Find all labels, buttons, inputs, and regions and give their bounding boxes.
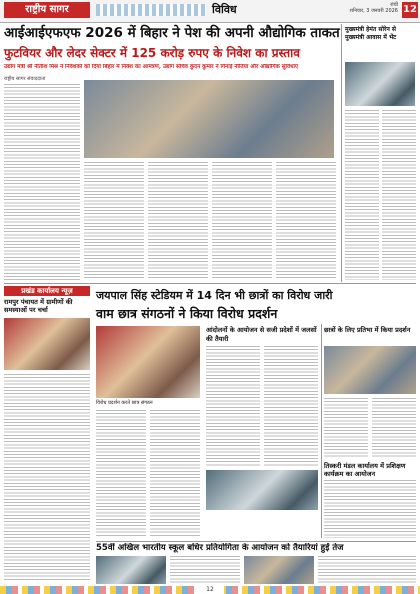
story4-column-1 (206, 346, 260, 466)
story6-photo-2 (244, 556, 314, 584)
lead-column-2 (84, 162, 144, 280)
sidebar-column-2 (382, 110, 416, 280)
newspaper-logo: राष्ट्रीय सागर (4, 2, 90, 18)
story2-column-1 (96, 410, 146, 538)
story5-subhead: तिस्करी मंडल कार्यालय में प्रशिक्षण कार्यक्रम का आयोजन (324, 462, 406, 478)
footer-folio: 12 (196, 586, 224, 594)
sidebar-photo (345, 62, 415, 106)
story6-column-2 (318, 556, 416, 584)
sidebar-column-1 (345, 110, 379, 280)
brief-photo (4, 318, 90, 370)
lead-headline-line2: फुटवियर और लेदर सेक्टर में 125 करोड़ रुपए के निवेश का प्रस्ताव (4, 46, 300, 60)
story6-photo (96, 556, 166, 584)
story2-photo-caption: विरोध प्रदर्शन करते छात्र संगठन (96, 400, 153, 406)
city: रांची (390, 2, 398, 8)
section-name: विविध (212, 3, 237, 16)
story6-divider (96, 541, 416, 542)
lead-column-1 (4, 84, 80, 280)
story2-column-2 (150, 410, 200, 538)
page-number: 12 (402, 2, 418, 18)
lead-column-3 (148, 162, 208, 280)
story3-photo (324, 346, 416, 394)
lead-column-5 (276, 162, 336, 280)
story2-headline-line1: जयपाल सिंह स्टेडियम में 14 दिन भी छात्रों का विरोध जारी (96, 289, 333, 302)
section-divider (4, 283, 416, 284)
lead-headline-line1: आईआईएफएफ 2026 में बिहार ने पेश की अपनी औद्योगिक ताकत (4, 25, 340, 41)
sidebar-divider (341, 24, 342, 282)
story4-headline: आंदोलनों के आयोजन से सजी प्रदेशों में जलसों की तैयारी (206, 326, 317, 343)
date: शनिवार, 3 जनवरी 2026 (349, 8, 398, 14)
lead-deck: उद्योग मंत्री श्री नीतीश मिश्र ने निवेशकों को दिया बिहार में निवेश का आमंत्रण, उद्योग सचिव कुंदन कुमार ने गिनाई नीतियां और औद्योगिक सुविधाएं (4, 64, 299, 70)
masthead-pattern (96, 4, 206, 16)
story2-headline-line2: वाम छात्र संगठनों ने किया विरोध प्रदर्शन (96, 306, 278, 321)
story4-column-2 (264, 346, 318, 466)
brief-subhead: रामपुर पंचायत में ग्रामीणों की समस्याओं पर चर्चा (4, 298, 73, 314)
lead-photo (84, 80, 334, 158)
story3-column-1 (324, 398, 368, 458)
brief-label: प्रखंड कार्यालय न्यूज़ (4, 286, 90, 296)
story6-column-1 (170, 556, 240, 584)
brief-column (4, 374, 90, 582)
lead-byline: राष्ट्रीय सागर संवाददाता (4, 76, 46, 82)
sidebar-headline: मुख्यमंत्री हेमंत सोरेन से मुख्यमंत्री आवास में भेंट (345, 26, 397, 41)
story3-divider (321, 324, 322, 538)
masthead-dateline (328, 2, 398, 14)
story2-photo (96, 326, 200, 398)
story3-headline: छात्रों के लिए प्रतिभा में किया प्रदर्शन (324, 326, 411, 334)
story5-column (324, 480, 416, 538)
story3-column-2 (372, 398, 416, 458)
story6-headline: 55वीं अखिल भारतीय स्कूल बधिर प्रतियोगिता के आयोजन को तैयारियां हुईं तेज (96, 543, 344, 553)
lead-column-4 (212, 162, 272, 280)
story4-photo (206, 470, 318, 510)
